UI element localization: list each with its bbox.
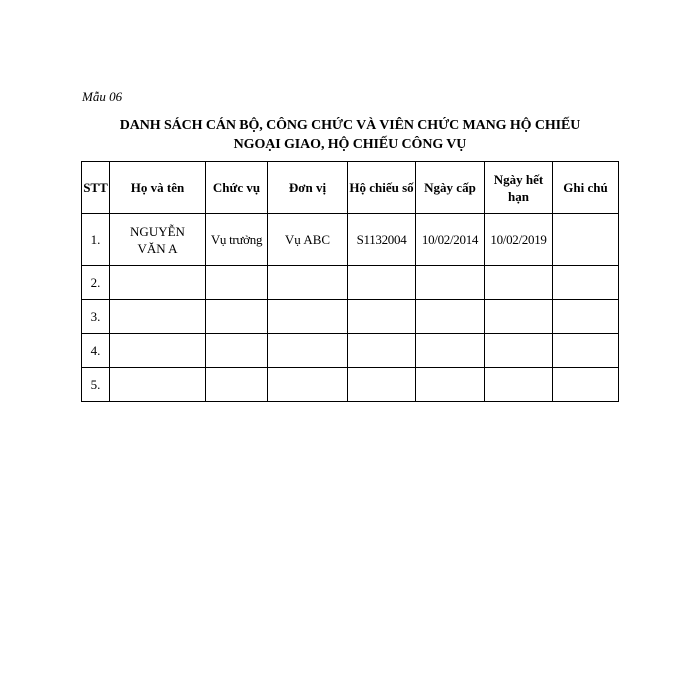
table-row (82, 266, 619, 300)
cell-passport-no (348, 368, 416, 402)
header-position: Chức vụ (206, 162, 268, 214)
cell-stt: 2. (82, 266, 110, 300)
table-row (82, 300, 619, 334)
title-line-2: NGOẠI GIAO, HỘ CHIẾU CÔNG VỤ (233, 137, 467, 152)
cell-passport-no: S1132004 (348, 214, 416, 266)
form-label: Mẫu 06 (82, 89, 123, 104)
cell-passport-no (348, 300, 416, 334)
table-row (82, 334, 619, 368)
cell-unit: Vụ ABC (268, 214, 348, 266)
cell-issue-date: 10/02/2014 (416, 214, 485, 266)
cell-name (110, 300, 206, 334)
officials-table (81, 161, 619, 402)
cell-issue-date (416, 334, 485, 368)
cell-name (110, 266, 206, 300)
cell-note (553, 300, 619, 334)
header-expiry-date: Ngày hết hạn (485, 162, 553, 214)
header-name: Họ và tên (110, 162, 206, 214)
cell-expiry-date (485, 300, 553, 334)
cell-name-text: NGUYỄN VĂN A (130, 223, 185, 256)
cell-expiry-date (485, 266, 553, 300)
cell-note (553, 334, 619, 368)
cell-stt: 3. (82, 300, 110, 334)
document-title (60, 116, 640, 154)
cell-position (206, 300, 268, 334)
table-row (82, 214, 619, 266)
cell-passport-no (348, 266, 416, 300)
cell-unit (268, 334, 348, 368)
cell-position: Vụ trưởng (206, 214, 268, 266)
cell-unit (268, 266, 348, 300)
header-unit: Đơn vị (268, 162, 348, 214)
header-note: Ghi chú (553, 162, 619, 214)
cell-name (110, 368, 206, 402)
cell-note (553, 266, 619, 300)
title-line-1: DANH SÁCH CÁN BỘ, CÔNG CHỨC VÀ VIÊN CHỨC MANG HỘ CHIẾU (119, 118, 581, 133)
cell-name (110, 334, 206, 368)
cell-unit (268, 368, 348, 402)
cell-note (553, 214, 619, 266)
table-row (82, 368, 619, 402)
cell-stt: 5. (82, 368, 110, 402)
cell-note (553, 368, 619, 402)
cell-expiry-date: 10/02/2019 (485, 214, 553, 266)
cell-position (206, 266, 268, 300)
cell-position (206, 334, 268, 368)
cell-stt: 4. (82, 334, 110, 368)
cell-issue-date (416, 368, 485, 402)
cell-expiry-date (485, 368, 553, 402)
table-header-row (82, 162, 619, 214)
header-passport-no: Hộ chiếu số (348, 162, 416, 214)
cell-unit (268, 300, 348, 334)
header-stt: STT (82, 162, 110, 214)
cell-stt: 1. (82, 214, 110, 266)
cell-expiry-date (485, 334, 553, 368)
cell-issue-date (416, 300, 485, 334)
cell-position (206, 368, 268, 402)
cell-issue-date (416, 266, 485, 300)
header-issue-date: Ngày cấp (416, 162, 485, 214)
cell-name (110, 214, 206, 266)
cell-passport-no (348, 334, 416, 368)
